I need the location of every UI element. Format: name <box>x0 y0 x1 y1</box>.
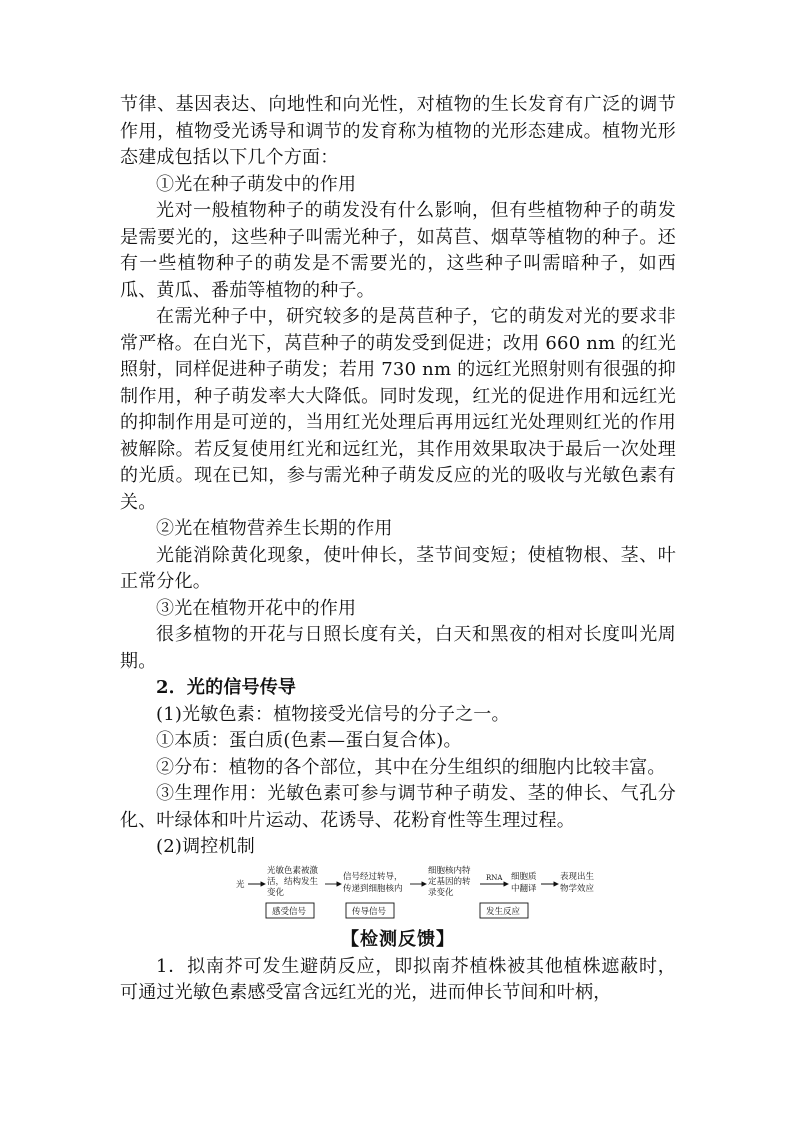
section-signal-transduction: 2．光的信号传导 <box>156 677 297 698</box>
diagram-node5-line1: 表现出生 <box>560 871 595 882</box>
diagram-node1-line3: 变化 <box>267 887 285 898</box>
diagram-node2-line1: 信号经过转导， <box>343 871 403 882</box>
diagram-node2-line2: 传递到细胞核内 <box>343 883 403 894</box>
question-1-text: 1．拟南芥可发生避荫反应，即拟南芥植株被其他植株遮蔽时，可通过光敏色素感受富含远红光的光，进而伸长节间和叶柄， <box>120 955 676 1003</box>
diagram-node1-line2: 活，结构发生 <box>267 876 319 887</box>
paragraph-etiolation: 光能消除黄化现象，使叶伸长，茎节间变短；使植物根、茎、叶正常分化。 <box>120 544 676 592</box>
diagram-node4-line2: 中翻译 <box>511 883 537 894</box>
regulation-mechanism-heading: (2)调控机制 <box>156 836 255 857</box>
regulation-flow-diagram <box>120 862 676 926</box>
intro-paragraph: 节律、基因表达、向地性和向光性，对植物的生长发育有广泛的调节作用，植物受光诱导和调节的发育称为植物的光形态建成。植物光形态建成包括以下几个方面： <box>120 94 676 168</box>
diagram-start-light: 光 <box>236 879 245 890</box>
subheading-seed-germination: ①光在种子萌发中的作用 <box>156 173 357 195</box>
phytochrome-function: ③生理作用：光敏色素可参与调节种子萌发、茎的伸长、气孔分化、叶绿体和叶片运动、花诱导、花粉育性等生理过程。 <box>120 783 676 831</box>
diagram-node4-line1: 细胞质 <box>511 871 537 882</box>
diagram-box-sense-label: 感受信号 <box>272 906 307 917</box>
diagram-node3-line1: 细胞核内特 <box>428 865 471 876</box>
diagram-node3-line3: 录变化 <box>428 887 454 898</box>
diagram-arrow-label-rna: RNA <box>486 873 503 882</box>
feedback-section-title: 【检测反馈】 <box>341 928 455 950</box>
diagram-box-respond-label: 发生反应 <box>486 906 521 917</box>
diagram-node5-line2: 物学效应 <box>560 883 595 894</box>
diagram-node1-line1: 光敏色素被激 <box>267 865 319 876</box>
paragraph-photoperiod: 很多植物的开花与日照长度有关，白天和黑夜的相对长度叫光周期。 <box>120 624 676 672</box>
page-content <box>120 92 676 1007</box>
phytochrome-nature: ①本质：蛋白质(色素—蛋白复合体)。 <box>156 730 462 751</box>
phytochrome-definition: (1)光敏色素：植物接受光信号的分子之一。 <box>156 703 510 725</box>
paragraph-seed-light: 光对一般植物种子的萌发没有什么影响，但有些植物种子的萌发是需要光的，这些种子叫需光种子，如莴苣、烟草等植物的种子。还有一些植物种子的萌发是不需要光的，这些种子叫需暗种子，如西瓜、黄瓜、番茄等植物的种子。 <box>120 200 676 301</box>
subheading-vegetative-growth: ②光在植物营养生长期的作用 <box>156 518 393 539</box>
diagram-box-transduce-label: 传导信号 <box>352 906 387 917</box>
diagram-node3-line2: 定基因的转 <box>428 876 471 887</box>
paragraph-lettuce-seed: 在需光种子中，研究较多的是莴苣种子，它的萌发对光的要求非常严格。在白光下，莴苣种子的萌发受到促进；改用 660 nm 的红光照射，同样促进种子萌发；若用 730 nm 的远红光照射则有很强的抑制作用，种子萌发率大大降低。同时发现，红光的促进作用和远红光的抑制作用是可逆的，当用红光处理后再用远红光处理则红光的作用被解除。若反复使用红光和远红光，其作用效果取决于最后一次处理的光质。现在已知，参与需光种子萌发反应的光的吸收与光敏色素有关。 <box>120 306 676 513</box>
subheading-flowering: ③光在植物开花中的作用 <box>156 597 357 619</box>
phytochrome-distribution: ②分布：植物的各个部位，其中在分生组织的细胞内比较丰富。 <box>156 756 666 778</box>
